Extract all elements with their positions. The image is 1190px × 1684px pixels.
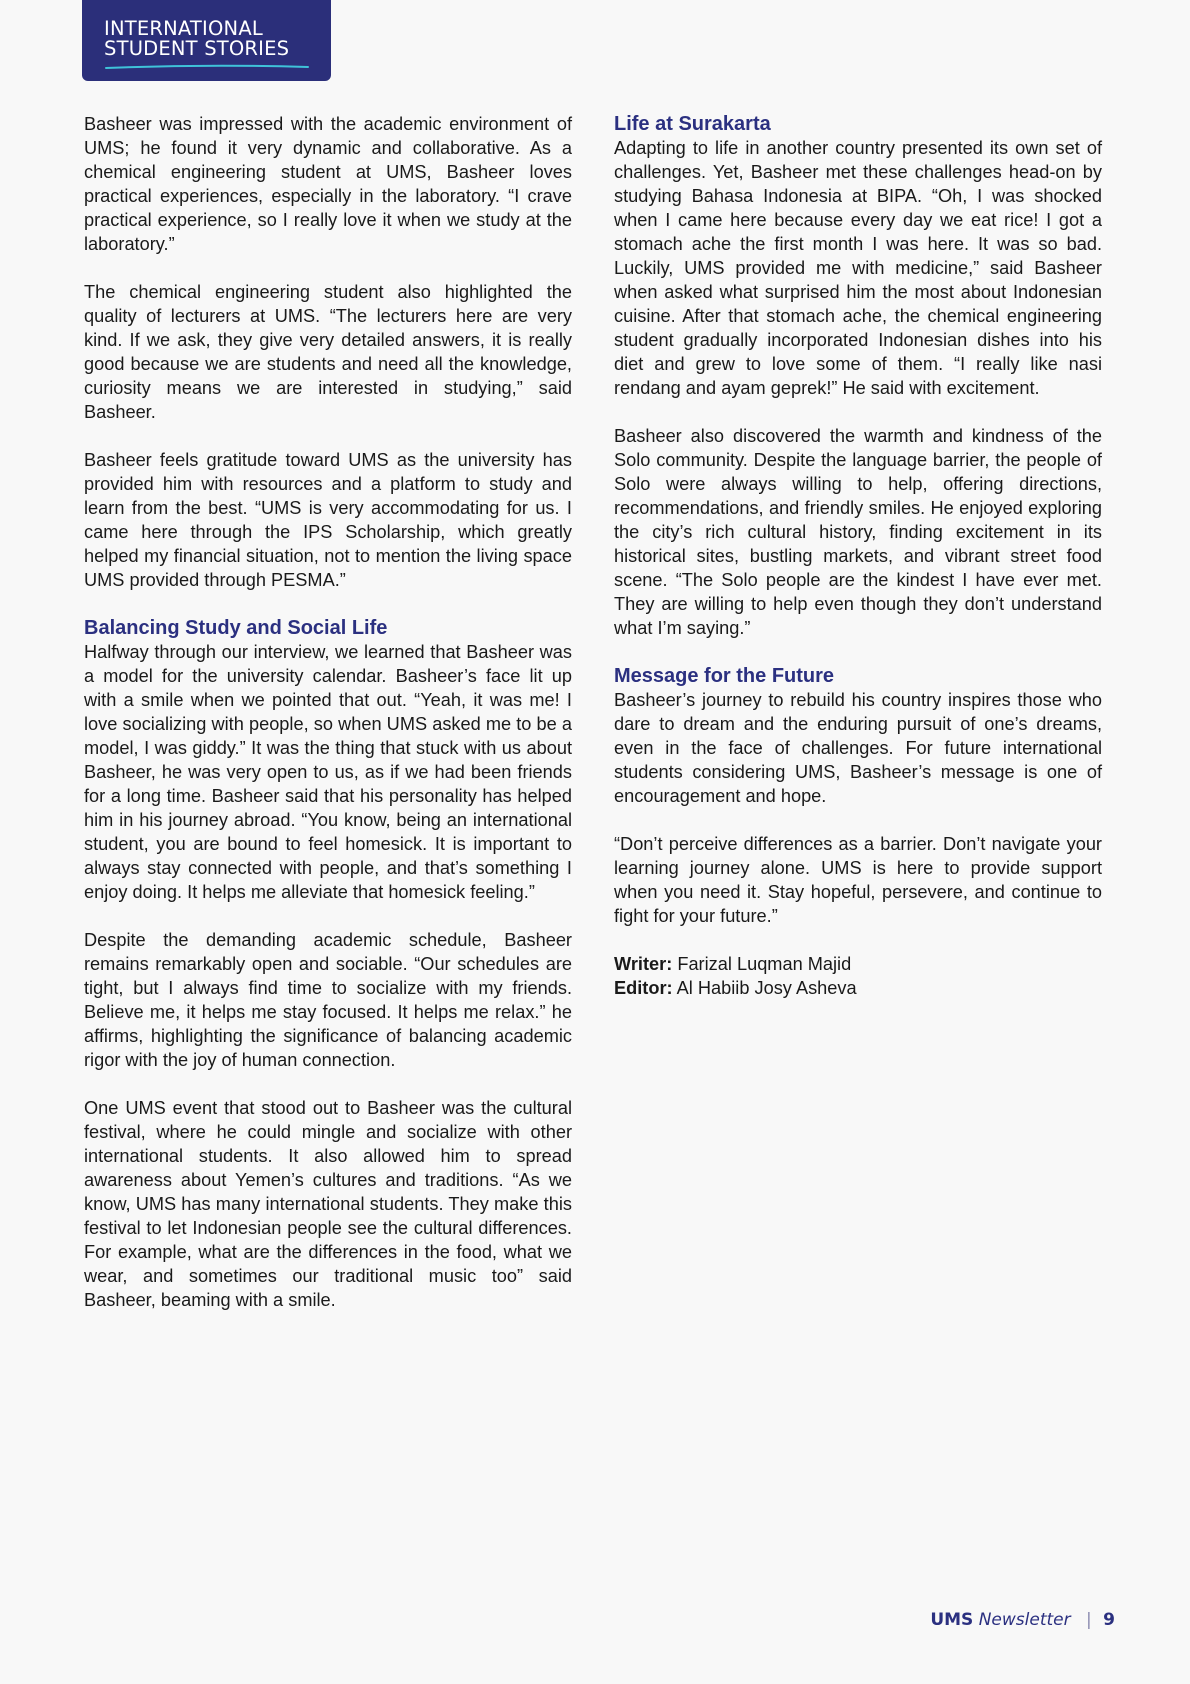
paragraph-schedule: Despite the demanding academic schedule, Basheer remains remarkably open and sociable. “Our schedules are tight, but I always find time to socialize with my friends. Believe me, it helps me stay focused. It helps me relax.” he affirms, highlighting the significance of balancing academic rigor with the joy of human connection. [84, 930, 572, 1070]
paragraph-solo-community: Basheer also discovered the warmth and kindness of the Solo community. Despite the language barrier, the people of Solo were always willing to help, offering directions, recommendations, and friendly smiles. He enjoyed exploring the city’s rich cultural history, finding excitement in its historical sites, bustling markets, and vibrant street food scene. “The Solo people are the kindest I have ever met. They are willing to help even though they don’t understand what I’m saying.” [614, 426, 1102, 638]
editor-name: Al Habiib Josy Asheva [672, 978, 857, 998]
footer-brand: UMS [930, 1610, 974, 1630]
paragraph-academic-environment: Basheer was impressed with the academic environment of UMS; he found it very dynamic and collaborative. As a chemical engineering student at UMS, Basheer loves practical experiences, especially in the laboratory. “I crave practical experience, so I really love it when we study at the laboratory.” [84, 114, 572, 254]
page-footer [930, 1608, 1115, 1632]
editor-credit [614, 976, 1102, 1000]
badge-line-2: STUDENT STORIES [104, 37, 290, 60]
writer-credit [614, 952, 1102, 976]
editor-label: Editor: [614, 978, 673, 998]
paragraph-calendar-model: Halfway through our interview, we learned that Basheer was a model for the university calendar. Basheer’s face lit up with a smile when we pointed that out. “Yeah, it was me! I love socializing with people, so when UMS asked me to be a model, I was giddy.” It was the thing that stuck with us about Basheer, he was very open to us, as if we had been friends for a long time. Basheer said that his personality has helped him in his journey abroad. “You know, being an international student, you are bound to feel homesick. It is important to always stay connected with people, and that’s something I enjoy doing. It helps me alleviate that homesick feeling.” [84, 642, 572, 902]
writer-label: Writer: [614, 954, 673, 974]
heading-balancing-study: Balancing Study and Social Life [84, 617, 388, 639]
heading-message-future: Message for the Future [614, 665, 835, 687]
right-column [614, 112, 1102, 1000]
badge-swoosh-underline [104, 64, 310, 70]
section-badge [82, 0, 331, 81]
paragraph-lecturers: The chemical engineering student also highlighted the quality of lecturers at UMS. “The lecturers here are very kind. If we ask, they give very detailed answers, it is really good because we are students and need all the knowledge, curiosity means we are interested in studying,” said Basheer. [84, 282, 572, 422]
writer-name: Farizal Luqman Majid [672, 954, 852, 974]
left-column [84, 112, 572, 1336]
paragraph-cultural-festival: One UMS event that stood out to Basheer was the cultural festival, where he could mingle and socialize with other international students. It also allowed him to spread awareness about Yemen’s cultures and traditions. “As we know, UMS has many international students. They make this festival to let Indonesian people see the cultural differences. For example, what are the differences in the food, what we wear, and sometimes our traditional music too” said Basheer, beaming with a smile. [84, 1098, 572, 1310]
paragraph-adapting: Adapting to life in another country presented its own set of challenges. Yet, Basheer met these challenges head-on by studying Bahasa Indonesia at BIPA. “Oh, I was shocked when I came here because every day we eat rice! I got a stomach ache the first month I was here. It was so bad. Luckily, UMS provided me with medicine,” said Basheer when asked what surprised him the most about Indonesian cuisine. After that stomach ache, the chemical engineering student gradually incorporated Indonesian dishes into his diet and grew to love some of them. “I really like nasi rendang and ayam geprek!” He said with excitement. [614, 138, 1102, 398]
paragraph-gratitude: Basheer feels gratitude toward UMS as the university has provided him with resources and a platform to study and learn from the best. “UMS is very accommodating for us. I came here through the IPS Scholarship, which greatly helped my financial situation, not to mention the living space UMS provided through PESMA.” [84, 450, 572, 590]
credits [614, 952, 1102, 1000]
heading-life-at-surakarta: Life at Surakarta [614, 113, 771, 135]
badge-line-1: INTERNATIONAL [104, 17, 263, 40]
paragraph-journey: Basheer’s journey to rebuild his country inspires those who dare to dream and the enduring pursuit of one’s dreams, even in the face of challenges. For future international students considering UMS, Basheer’s message is one of encouragement and hope. [614, 690, 1102, 806]
page-number: 9 [1103, 1610, 1115, 1630]
paragraph-quote: “Don’t perceive differences as a barrier. Don’t navigate your learning journey alone. UMS is here to provide support when you need it. Stay hopeful, persevere, and continue to fight for your future.” [614, 834, 1102, 926]
footer-publication: Newsletter [978, 1610, 1071, 1630]
footer-separator: | [1086, 1610, 1092, 1630]
